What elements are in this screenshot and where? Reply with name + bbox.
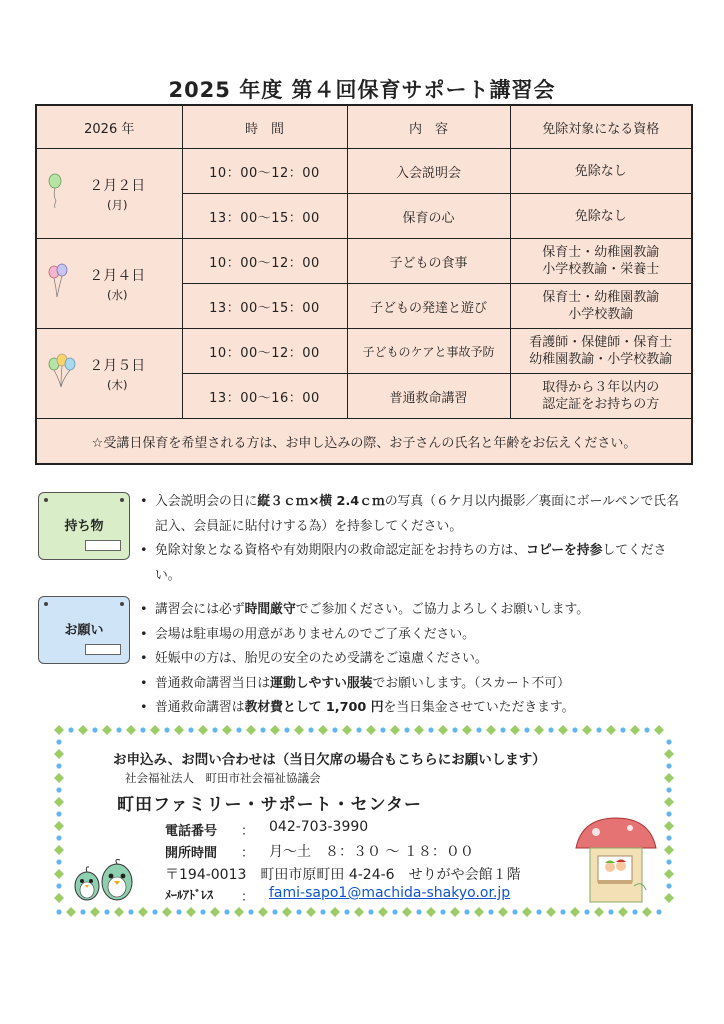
header-content: 内 容 <box>347 105 510 149</box>
frame-diamond <box>54 893 64 903</box>
frame-dot <box>56 763 61 768</box>
table-row <box>36 239 692 284</box>
frame-diamond <box>210 907 220 917</box>
frame-diamond <box>54 725 64 735</box>
frame-diamond <box>664 893 674 903</box>
frame-dot <box>104 909 109 914</box>
frame-diamond <box>664 869 674 879</box>
session-qualification: 取得から３年以内の 認定証をお持ちの方 <box>510 374 692 419</box>
frame-dot <box>488 909 493 914</box>
frame-dot <box>56 787 61 792</box>
frame-diamond <box>558 725 568 735</box>
frame-diamond <box>630 725 640 735</box>
frame-dot <box>666 763 671 768</box>
session-content: 子どもの発達と遊び <box>347 284 510 329</box>
frame-dot <box>128 909 133 914</box>
frame-diamond <box>138 907 148 917</box>
frame-dot <box>440 909 445 914</box>
frame-dot <box>560 909 565 914</box>
phone-label: 電話番号 <box>165 824 218 839</box>
frame-dot <box>272 909 277 914</box>
frame-dot <box>656 909 661 914</box>
frame-diamond <box>522 907 532 917</box>
session-time: 13：00〜15：00 <box>182 284 347 329</box>
session-time: 10：00〜12：00 <box>182 329 347 374</box>
frame-dot <box>500 727 505 732</box>
frame-dot <box>596 727 601 732</box>
date-cell <box>36 329 182 419</box>
list-item: • 普通救命講習は教材費として 1,700 円を当日集金させていただきます。 <box>140 696 690 721</box>
list-item: • 会場は駐車場の用意がありませんのでご了承ください。 <box>140 623 690 648</box>
frame-dot <box>56 739 61 744</box>
table-row <box>36 149 692 194</box>
frame-diamond <box>330 907 340 917</box>
frame-diamond <box>582 725 592 735</box>
frame-diamond <box>570 907 580 917</box>
session-time: 10：00〜12：00 <box>182 239 347 284</box>
frame-diamond <box>654 725 664 735</box>
frame-diamond <box>486 725 496 735</box>
table-note-row <box>36 419 692 465</box>
frame-diamond <box>342 725 352 735</box>
frame-dot <box>428 727 433 732</box>
frame-dot <box>452 727 457 732</box>
balloon-icon <box>47 173 63 209</box>
onegai-sticky-note <box>38 596 130 664</box>
frame-diamond <box>114 907 124 917</box>
frame-diamond <box>618 907 628 917</box>
frame-dot <box>464 909 469 914</box>
frame-diamond <box>306 907 316 917</box>
frame-dot <box>416 909 421 914</box>
date-label: ２月５日 <box>89 357 146 374</box>
list-item: • 免除対象となる資格や有効期限内の救命認定証をお持ちの方は、コピーを持参してください。 <box>140 539 690 588</box>
frame-diamond <box>174 725 184 735</box>
frame-dot <box>608 909 613 914</box>
frame-dot <box>666 787 671 792</box>
frame-diamond <box>474 907 484 917</box>
frame-dot <box>308 727 313 732</box>
frame-dot <box>332 727 337 732</box>
session-content: 入会説明会 <box>347 149 510 194</box>
frame-diamond <box>390 725 400 735</box>
frame-dot <box>380 727 385 732</box>
frame-diamond <box>270 725 280 735</box>
frame-diamond <box>54 749 64 759</box>
opening-hours: 月〜土 ８：３０ 〜 １８：００ <box>269 844 474 860</box>
balloons-icon <box>47 263 69 299</box>
frame-diamond <box>318 725 328 735</box>
session-time: 13：00〜15：00 <box>182 194 347 239</box>
frame-diamond <box>664 773 674 783</box>
list-item: • 講習会には必ず時間厳守でご参加ください。ご協力よろしくお願いします。 <box>140 598 690 623</box>
colon: ： <box>241 824 255 839</box>
frame-dot <box>620 727 625 732</box>
session-time: 13：00〜16：00 <box>182 374 347 419</box>
frame-dot <box>344 909 349 914</box>
frame-dot <box>368 909 373 914</box>
frame-diamond <box>54 797 64 807</box>
frame-dot <box>524 727 529 732</box>
session-qualification: 保育士・幼稚園教諭 小学校教諭 <box>510 284 692 329</box>
frame-dot <box>536 909 541 914</box>
onegai-list <box>140 598 690 721</box>
mochimono-sticky-note <box>38 492 130 560</box>
frame-dot <box>236 727 241 732</box>
frame-diamond <box>664 797 674 807</box>
frame-diamond <box>546 907 556 917</box>
session-qualification: 保育士・幼稚園教諭 小学校教諭・栄養士 <box>510 239 692 284</box>
session-qualification: 看護師・保健師・保育士 幼稚園教諭・小学校教諭 <box>510 329 692 374</box>
phone-number: 042-703-3990 <box>269 819 369 835</box>
schedule-table <box>35 104 693 465</box>
frame-dot <box>666 859 671 864</box>
frame-diamond <box>664 749 674 759</box>
frame-diamond <box>162 907 172 917</box>
colon: ： <box>241 890 255 905</box>
header-year: 2026 年 <box>36 105 182 149</box>
frame-diamond <box>234 907 244 917</box>
frame-dot <box>320 909 325 914</box>
session-content: 子どもの食事 <box>347 239 510 284</box>
frame-diamond <box>450 907 460 917</box>
frame-dot <box>572 727 577 732</box>
frame-dot <box>56 835 61 840</box>
weekday-label: (水) <box>107 287 128 302</box>
frame-diamond <box>150 725 160 735</box>
frame-diamond <box>402 907 412 917</box>
note-tab <box>85 540 121 551</box>
frame-diamond <box>534 725 544 735</box>
frame-dot <box>56 883 61 888</box>
table-row <box>36 329 692 374</box>
email-label: ﾒｰﾙｱﾄﾞﾚｽ <box>165 888 214 902</box>
frame-dot <box>512 909 517 914</box>
balloons-icon <box>47 353 77 389</box>
frame-diamond <box>462 725 472 735</box>
onegai-label: お願い <box>64 623 104 638</box>
frame-diamond <box>90 907 100 917</box>
header-qualification: 免除対象になる資格 <box>510 105 692 149</box>
mochimono-label: 持ち物 <box>64 519 104 534</box>
hours-label: 開所時間 <box>165 846 218 861</box>
frame-diamond <box>664 821 674 831</box>
bird-mascots-icon <box>69 858 139 908</box>
frame-diamond <box>594 907 604 917</box>
frame-diamond <box>78 725 88 735</box>
session-content: 保育の心 <box>347 194 510 239</box>
frame-dot <box>188 727 193 732</box>
frame-diamond <box>426 907 436 917</box>
weekday-label: (月) <box>107 197 128 212</box>
frame-dot <box>200 909 205 914</box>
frame-dot <box>284 727 289 732</box>
frame-dot <box>176 909 181 914</box>
date-label: ２月４日 <box>89 267 146 284</box>
contact-heading: お申込み、お問い合わせは（当日欠席の場合もこちらにお願いします） <box>113 752 546 768</box>
frame-dot <box>260 727 265 732</box>
frame-diamond <box>664 845 674 855</box>
address: 〒194-0013 町田市原町田 4-24-6 せりがや会館１階 <box>165 867 521 883</box>
frame-dot <box>80 909 85 914</box>
frame-dot <box>140 727 145 732</box>
frame-dot <box>548 727 553 732</box>
header-time: 時 間 <box>182 105 347 149</box>
session-time: 10：00〜12：00 <box>182 149 347 194</box>
date-cell <box>36 239 182 329</box>
frame-dot <box>356 727 361 732</box>
frame-dot <box>248 909 253 914</box>
frame-diamond <box>66 907 76 917</box>
frame-dot <box>666 739 671 744</box>
org-name: 社会福祉法人 町田市社会福祉協議会 <box>125 771 321 785</box>
frame-diamond <box>438 725 448 735</box>
session-qualification: 免除なし <box>510 149 692 194</box>
list-item: • 普通救命講習当日は運動しやすい服装でお願いします。（スカート不可） <box>140 672 690 697</box>
frame-diamond <box>54 845 64 855</box>
session-content: 子どものケアと事故予防 <box>347 329 510 374</box>
frame-diamond <box>54 821 64 831</box>
frame-diamond <box>642 907 652 917</box>
frame-diamond <box>378 907 388 917</box>
frame-diamond <box>258 907 268 917</box>
note-tab <box>85 644 121 655</box>
frame-dot <box>632 909 637 914</box>
frame-diamond <box>246 725 256 735</box>
weekday-label: (木) <box>107 377 128 392</box>
frame-diamond <box>606 725 616 735</box>
frame-diamond <box>126 725 136 735</box>
frame-dot <box>404 727 409 732</box>
center-name: 町田ファミリー・サポート・センター <box>117 795 422 815</box>
mushroom-house-illustration <box>572 814 660 906</box>
colon: ： <box>241 846 255 861</box>
frame-diamond <box>366 725 376 735</box>
frame-dot <box>644 727 649 732</box>
mochimono-list <box>140 490 690 588</box>
email-link[interactable]: fami-sapo1@machida-shakyo.or.jp <box>269 885 511 901</box>
frame-diamond <box>498 907 508 917</box>
frame-diamond <box>282 907 292 917</box>
childcare-note: ☆受講日保育を希望される方は、お申し込みの際、お子さんの氏名と年齢をお伝えください。 <box>36 419 692 465</box>
list-item: • 妊娠中の方は、胎児の安全のため受講をご遠慮ください。 <box>140 647 690 672</box>
frame-dot <box>224 909 229 914</box>
frame-dot <box>666 811 671 816</box>
frame-dot <box>296 909 301 914</box>
list-item: • 入会説明会の日に縦３ｃｍ×横 2.4ｃｍの写真（６ケ月以内撮影／裏面にボールペンで氏名記入、会員証に貼付けする為）を持参してください。 <box>140 490 690 539</box>
session-qualification: 免除なし <box>510 194 692 239</box>
frame-diamond <box>54 773 64 783</box>
frame-diamond <box>186 907 196 917</box>
frame-dot <box>56 859 61 864</box>
frame-dot <box>92 727 97 732</box>
frame-diamond <box>54 869 64 879</box>
date-cell <box>36 149 182 239</box>
frame-diamond <box>198 725 208 735</box>
frame-dot <box>392 909 397 914</box>
page-title: 2025 年度 第４回保育サポート講習会 <box>168 78 556 102</box>
frame-diamond <box>510 725 520 735</box>
frame-dot <box>56 811 61 816</box>
frame-dot <box>164 727 169 732</box>
frame-diamond <box>222 725 232 735</box>
session-content: 普通救命講習 <box>347 374 510 419</box>
frame-dot <box>116 727 121 732</box>
frame-dot <box>212 727 217 732</box>
frame-dot <box>666 835 671 840</box>
frame-diamond <box>294 725 304 735</box>
table-header-row <box>36 105 692 149</box>
frame-dot <box>666 883 671 888</box>
frame-diamond <box>102 725 112 735</box>
frame-dot <box>476 727 481 732</box>
frame-dot <box>68 727 73 732</box>
frame-dot <box>56 909 61 914</box>
frame-diamond <box>414 725 424 735</box>
date-label: ２月２日 <box>89 177 146 194</box>
frame-dot <box>584 909 589 914</box>
frame-dot <box>152 909 157 914</box>
frame-diamond <box>354 907 364 917</box>
